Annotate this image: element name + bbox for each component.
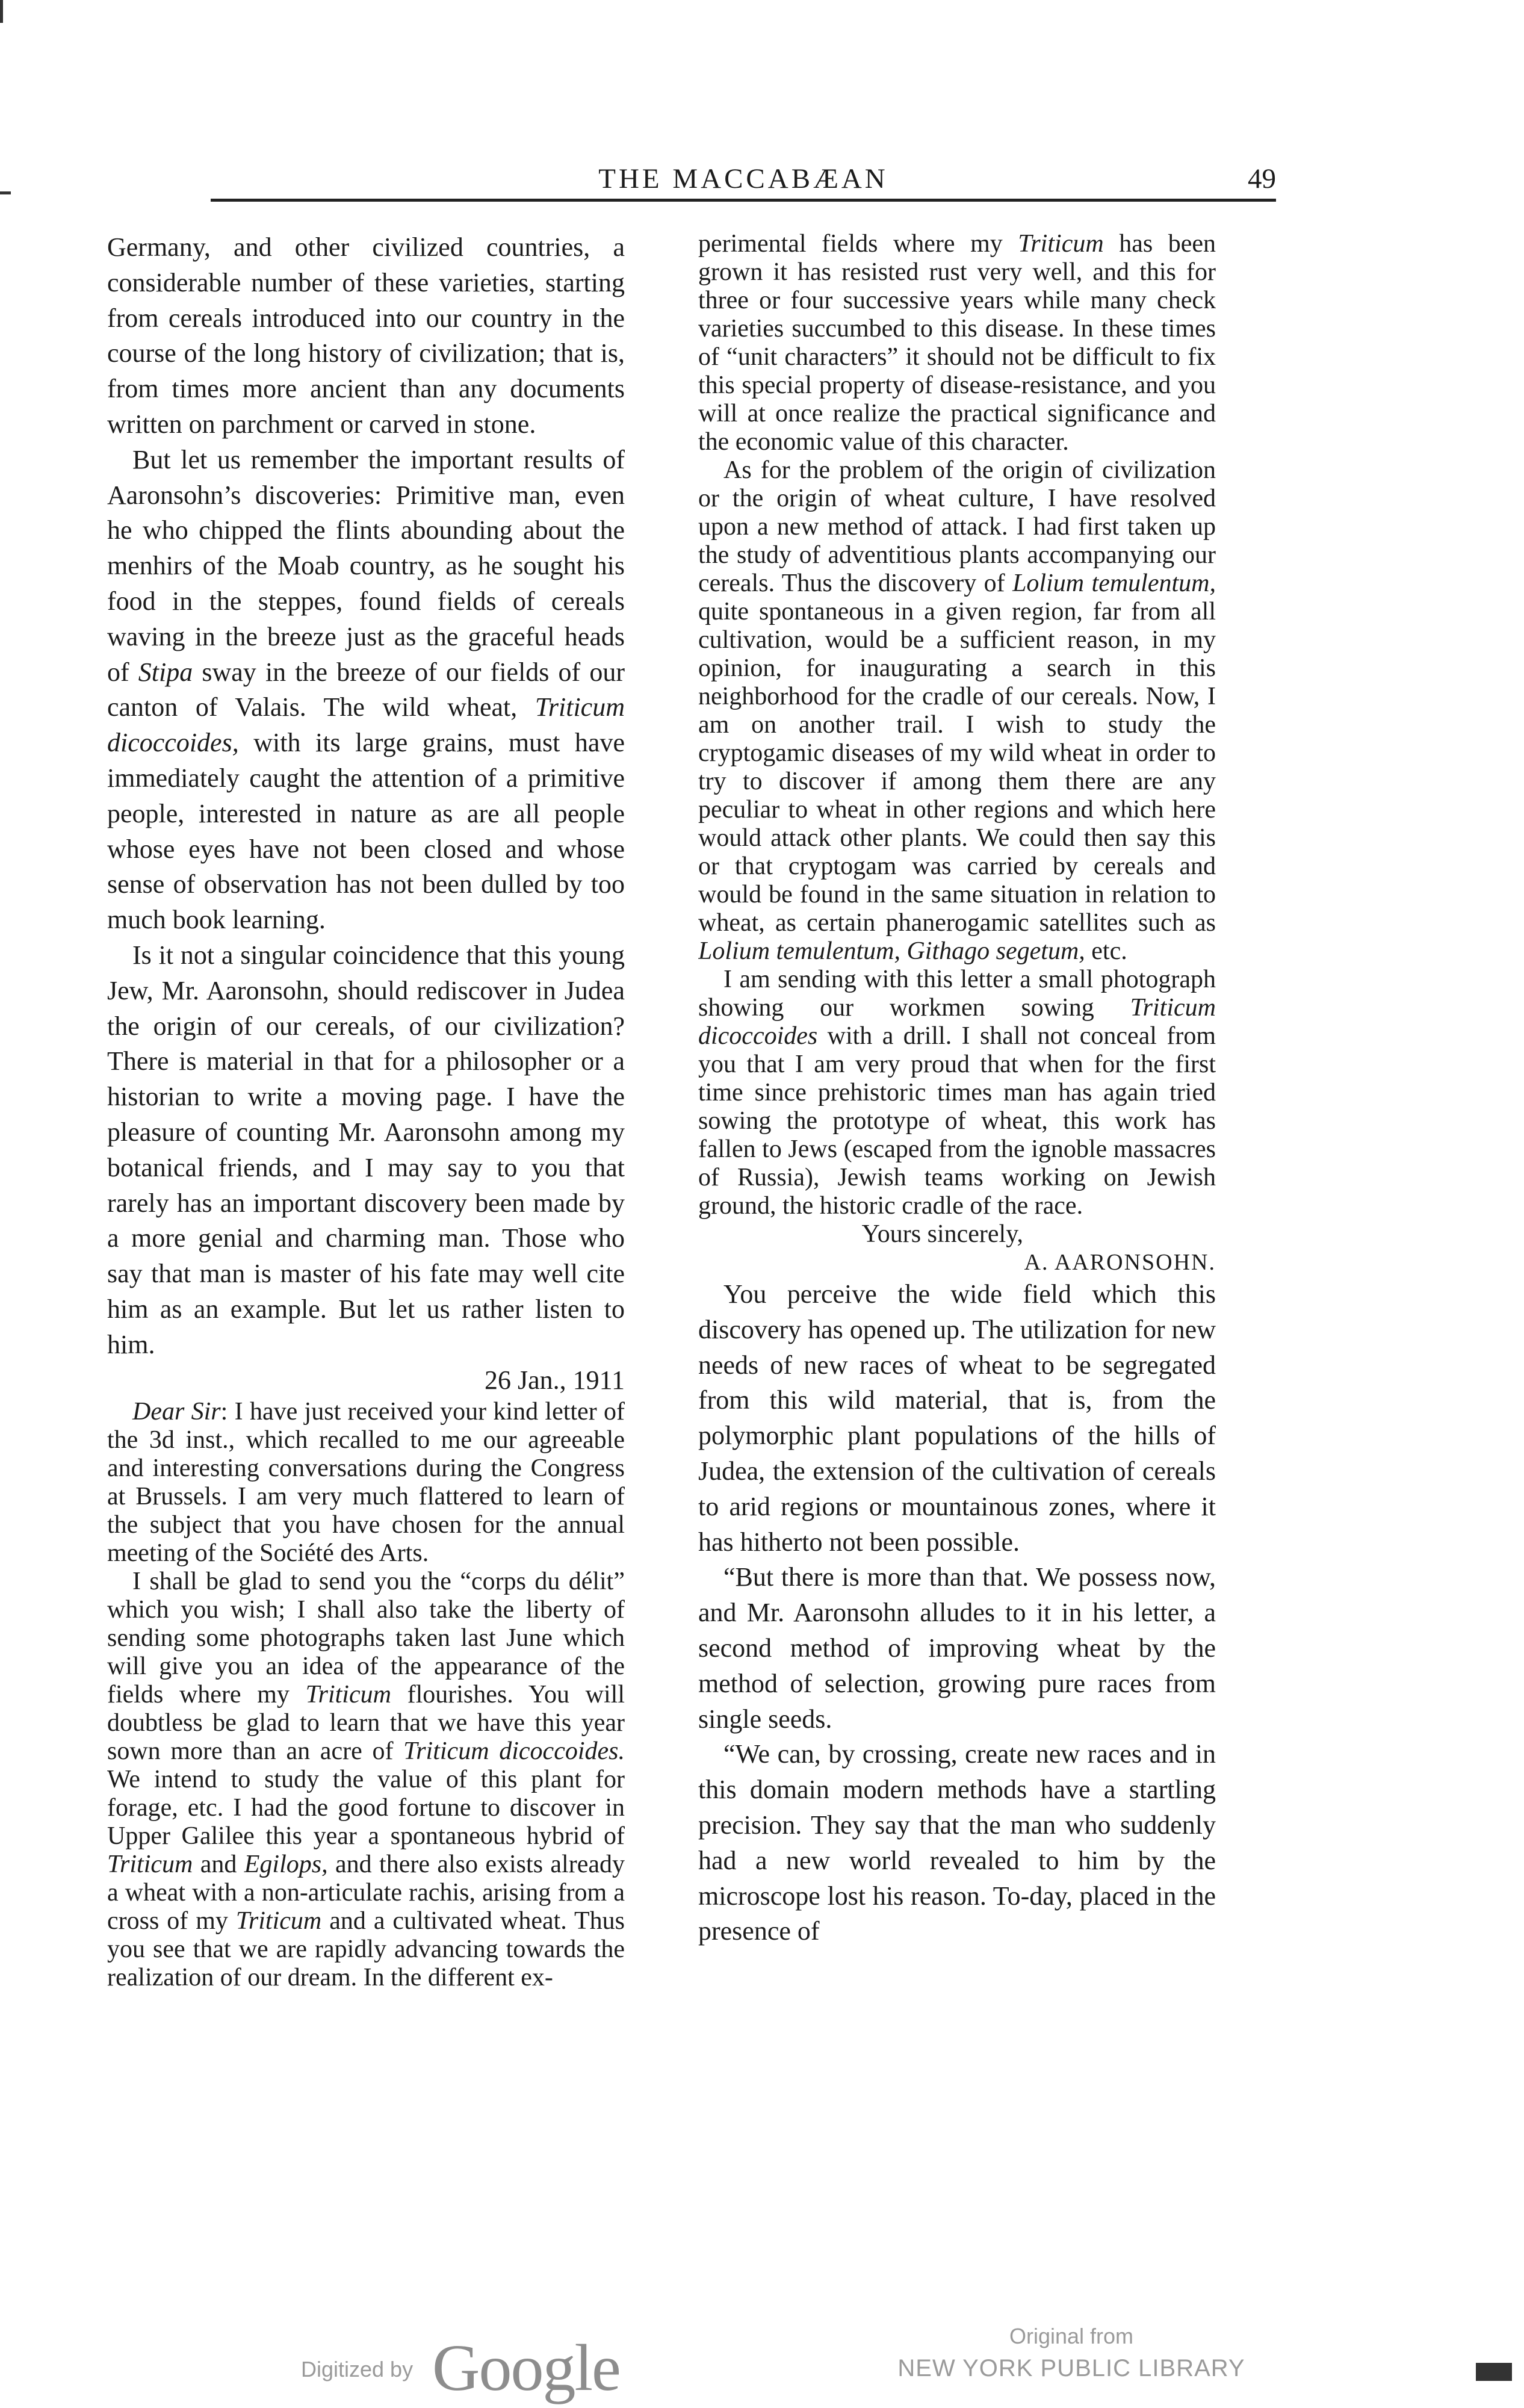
italic-term: Triticum [1018,230,1104,258]
journal-title: THE MACCABÆAN [598,163,888,194]
paragraph: “We can, by crossing, create new races and in this domain modern methods have a startling precision. They say that the man who suddenly had a new world revealed to him by the microscope lost his reason. To-day, placed in the presence of [698,1739,1216,1946]
text-run: perimental fields where my [698,230,1018,258]
letter-dateline: 26 Jan., 1911 [484,1365,625,1395]
letter-paragraph [698,966,1216,1220]
left-column [107,230,625,2247]
italic-term: Triticum [305,1680,391,1708]
paragraph [107,442,625,938]
paragraph: Is it not a singular coincidence that this young Jew, Mr. Aaronsohn, should rediscover in Judea the origin of our cereals, of our civilization? There is material in that for a philosopher or a historian to write a moving page. I have the pleasure of counting Mr. Aaronsohn among my botanical friends, and I may say to you that rarely has an important discovery been made by a more genial and charming man. Those who say that man is master of his fate may well cite him as an example. But let us rather listen to him. [107,940,625,1359]
text-run: with a drill. I shall not conceal from you that I am very proud that when for the first time since prehistoric times man has again tried sowing the prototype of wheat, this work has fallen to Jews (escaped from the ignoble massacres of Russia), Jewish teams working on Jewish ground, the historic cradle of the race. [698,1022,1216,1220]
original-from-label: Original from [1009,2324,1134,2348]
library-attribution [855,2321,1288,2385]
page-number: 49 [1248,163,1276,194]
text-run: But let us remember the important results of Aaronsohn’s discoveries: Primitive man, even he who chipped the flints abounding about the menhirs of the Moab country, as he sought his food in the steppes, found fields of cereals waving in the breeze just as the graceful heads of [107,444,625,687]
text-run: flourishes. You will doubtless be glad to learn that we have this year sown more than an acre of [107,1680,625,1765]
text-run: quite spontaneous in a given region, far from all cultivation, would be a sufficient reason, in my opinion, for inaugurating a search in this neighborhood for the cradle of our cereals. Now, I am on another trail. I wish to study the cryptogamic diseases of my wild wheat in order to try to discover if among them there are any peculiar to wheat in other regions and which here would attack other plants. We could then say this or that cryptogam was carried by cereals and would be found in the same situation in relation to wheat, as certain phanerogamic satellites such as [698,598,1216,937]
letter-paragraph [107,1398,625,1568]
text-run: and there also exists already a wheat with a non-articulate rachis, arising from a cross of my [107,1850,625,1935]
text-run: has been grown it has resisted rust very well, and this for three or four successive years while many check varieties succumbed to this disease. In these times of “unit characters” it should not be difficult to fix this special property of disease-resistance, and you will at once realize the practical significance and the economic value of this character. [698,230,1216,456]
letter-closing: Yours sincerely, [861,1220,1023,1248]
text-run: We intend to study the value of this plant for forage, etc. I had the good fortune to discover in Upper Galilee this year a spontaneous hybrid of [107,1765,625,1850]
text-run: : I have just received your kind letter of the 3d inst., which recalled to me our agreeable and interesting conversations during the Congress at Brussels. I am very much flattered to learn of the subject that you have chosen for the annual meeting of the Société des Arts. [107,1397,625,1567]
letter-paragraph [107,1568,625,1992]
text-run: I am sending with this letter a small photograph showing our workmen sowing [698,966,1216,1022]
paragraph: “But there is more than that. We possess now, and Mr. Aaronsohn alludes to it in his letter, a second method of improving wheat by the method of selection, growing pure races from single seeds. [698,1562,1216,1734]
google-logo: Google [432,2331,620,2404]
paragraph: You perceive the wide field which this discovery has opened up. The utilization for new needs of new races of wheat to be segregated from this wild material, that is, from the polymorphic plant populations of the hills of Judea, the extension of the cultivation of cereals to arid regions or mountainous zones, where it has hitherto not been possible. [698,1279,1216,1557]
text-run: and a cultivated wheat. Thus you see that we are rapidly advancing towards the realization of our dream. In the different ex- [107,1907,625,1991]
salutation: Dear Sir [132,1397,221,1426]
right-column [698,230,1216,2247]
letter-paragraph [698,456,1216,966]
scan-edge-mark [1476,2363,1512,2381]
digitized-by-label: Digitized by [301,2357,414,2382]
paragraph: Germany, and other civilized countries, a considerable number of these varieties, starting from cereals introduced into our country in the course of the long history of civilization; that is, from times more ancient than any documents written on parchment or carved in stone. [107,232,625,439]
italic-term: Triticum [107,1850,193,1878]
letter-signature: A. AARONSOHN. [1024,1250,1216,1275]
italic-term: Lolium temulentum, Githago segetum, [698,937,1085,965]
italic-term: Stipa [138,657,193,687]
letter-paragraph [698,230,1216,456]
italic-term: Triticum dicoccoides [698,994,1216,1050]
italic-term: Egilops, [244,1850,328,1878]
scan-edge-mark [0,0,3,23]
library-name: NEW YORK PUBLIC LIBRARY [897,2355,1245,2382]
italic-term: Triticum dicoccoides, [107,692,625,758]
running-head [211,163,1276,202]
italic-term: Lolium temulentum, [1012,569,1216,597]
text-run: with its large grains, must have immediately caught the attention of a primitive people, interested in nature as are all people whose eyes have not been closed and whose sense of observation has not been dulled by too much book learning. [107,728,625,935]
italic-term: Triticum [235,1907,322,1935]
text-run: As for the problem of the origin of civilization or the origin of wheat culture, I have resolved upon a new method of attack. I had first taken up the study of adventitious plants accompanying our cereals. Thus the discovery of [698,456,1216,597]
text-run: sway in the breeze of our fields of our canton of Valais. The wild wheat, [107,657,625,722]
text-run: and [193,1850,244,1878]
text-run: I shall be glad to send you the “corps du délit” which you wish; I shall also take the liberty of sending some photographs taken last June which will give you an idea of the appearance of the fields where my [107,1567,625,1708]
italic-term: Triticum dicoccoides. [403,1737,625,1765]
text-run: etc. [1085,937,1127,965]
scan-edge-mark [0,191,11,194]
